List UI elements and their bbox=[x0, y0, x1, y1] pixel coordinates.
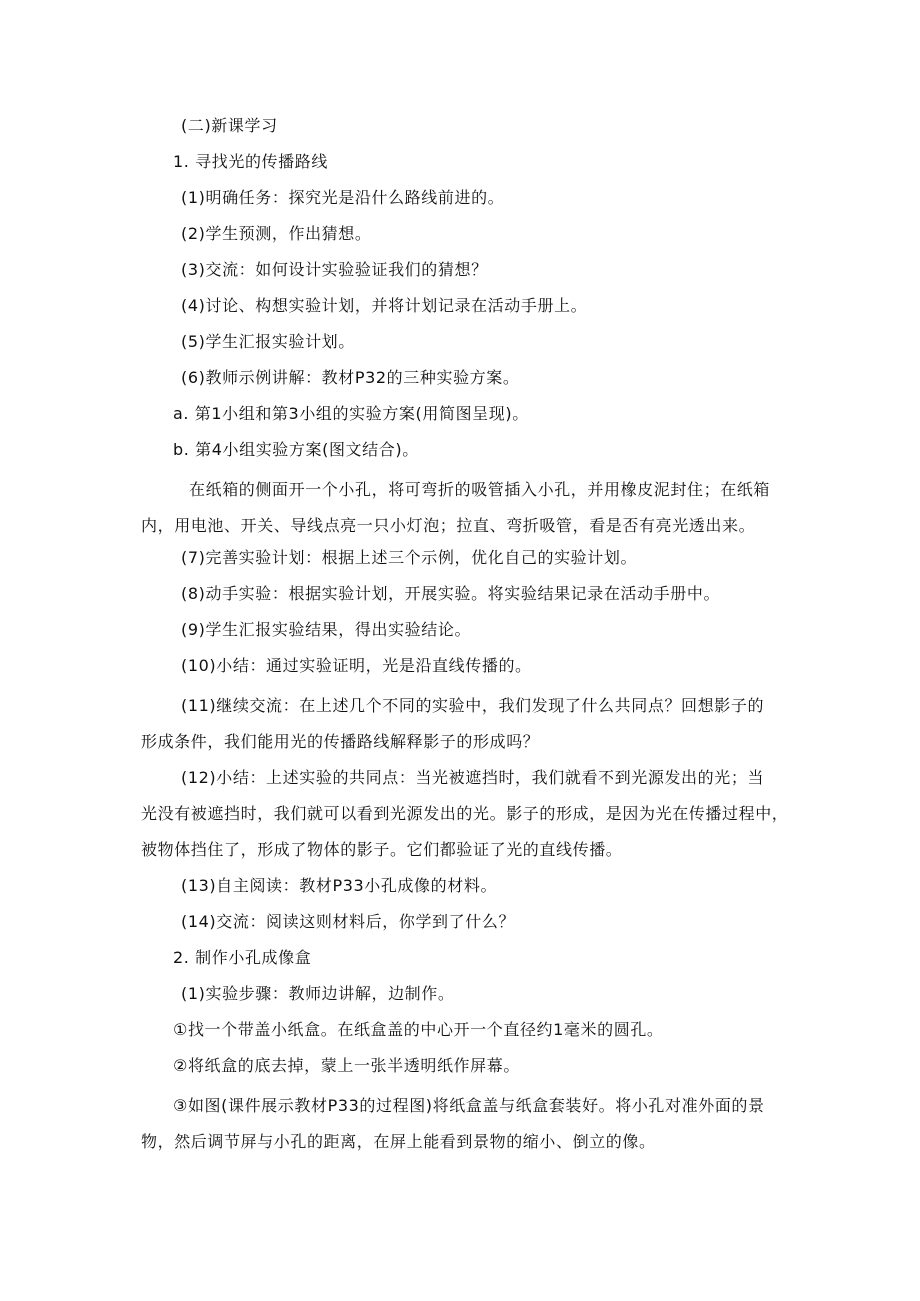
procedure-step-1: (1)实验步骤：教师边讲解，边制作。 bbox=[181, 984, 455, 1003]
step-4: (4)讨论、构想实验计划，并将计划记录在活动手册上。 bbox=[181, 296, 588, 315]
step-7: (7)完善实验计划：根据上述三个示例，优化自己的实验计划。 bbox=[181, 548, 638, 567]
step-12-line-2: 光没有被遮挡时，我们就可以看到光源发出的光。影子的形成，是因为光在传播过程中， bbox=[141, 804, 789, 823]
step-10: (10)小结：通过实验证明，光是沿直线传播的。 bbox=[181, 656, 532, 675]
step-13: (13)自主阅读：教材P33小孔成像的材料。 bbox=[181, 876, 498, 895]
plan-b-description bbox=[141, 472, 781, 544]
procedure-item-3-line-2: 物，然后调节屏与小孔的距离，在屏上能看到景物的缩小、倒立的像。 bbox=[141, 1132, 656, 1151]
plan-b-description-line-2: 内，用电池、开关、导线点亮一只小灯泡；拉直、弯折吸管，看是否有亮光透出来。 bbox=[141, 516, 756, 535]
step-14: (14)交流：阅读这则材料后，你学到了什么？ bbox=[181, 912, 516, 931]
step-2: (2)学生预测，作出猜想。 bbox=[181, 224, 372, 243]
step-11-line-2: 形成条件，我们能用光的传播路线解释影子的形成吗？ bbox=[141, 732, 540, 751]
step-11-line-1: (11)继续交流：在上述几个不同的实验中，我们发现了什么共同点？回想影子的 bbox=[181, 696, 765, 715]
plan-b-description-line-1: 在纸箱的侧面开一个小孔，将可弯折的吸管插入小孔，并用橡皮泥封住；在纸箱 bbox=[189, 480, 771, 499]
step-11 bbox=[141, 688, 781, 760]
procedure-item-2: ②将纸盒的底去掉，蒙上一张半透明纸作屏幕。 bbox=[173, 1056, 520, 1075]
subsection-heading-1: 1. 寻找光的传播路线 bbox=[173, 152, 328, 171]
step-12 bbox=[141, 760, 789, 868]
step-12-line-3: 被物体挡住了，形成了物体的影子。它们都验证了光的直线传播。 bbox=[141, 840, 623, 859]
section-heading: (二)新课学习 bbox=[181, 116, 278, 135]
plan-b: b. 第4小组实验方案(图文结合)。 bbox=[173, 440, 419, 459]
step-3: (3)交流：如何设计实验验证我们的猜想？ bbox=[181, 260, 488, 279]
procedure-item-3-line-1: ③如图(课件展示教材P33的过程图)将纸盒盖与纸盒套装好。将小孔对准外面的景 bbox=[173, 1096, 765, 1115]
plan-a: a. 第1小组和第3小组的实验方案(用简图呈现)。 bbox=[173, 404, 529, 423]
step-8: (8)动手实验：根据实验计划，开展实验。将实验结果记录在活动手册中。 bbox=[181, 584, 721, 603]
subsection-heading-2: 2. 制作小孔成像盒 bbox=[173, 948, 312, 967]
step-9: (9)学生汇报实验结果，得出实验结论。 bbox=[181, 620, 472, 639]
procedure-item-3 bbox=[141, 1088, 781, 1160]
procedure-item-1: ①找一个带盖小纸盒。在纸盒盖的中心开一个直径约1毫米的圆孔。 bbox=[173, 1020, 664, 1039]
step-6: (6)教师示例讲解：教材P32的三种实验方案。 bbox=[181, 368, 520, 387]
step-12-line-1: (12)小结：上述实验的共同点：当光被遮挡时，我们就看不到光源发出的光；当 bbox=[181, 768, 765, 787]
step-5: (5)学生汇报实验计划。 bbox=[181, 332, 355, 351]
step-1: (1)明确任务：探究光是沿什么路线前进的。 bbox=[181, 188, 505, 207]
